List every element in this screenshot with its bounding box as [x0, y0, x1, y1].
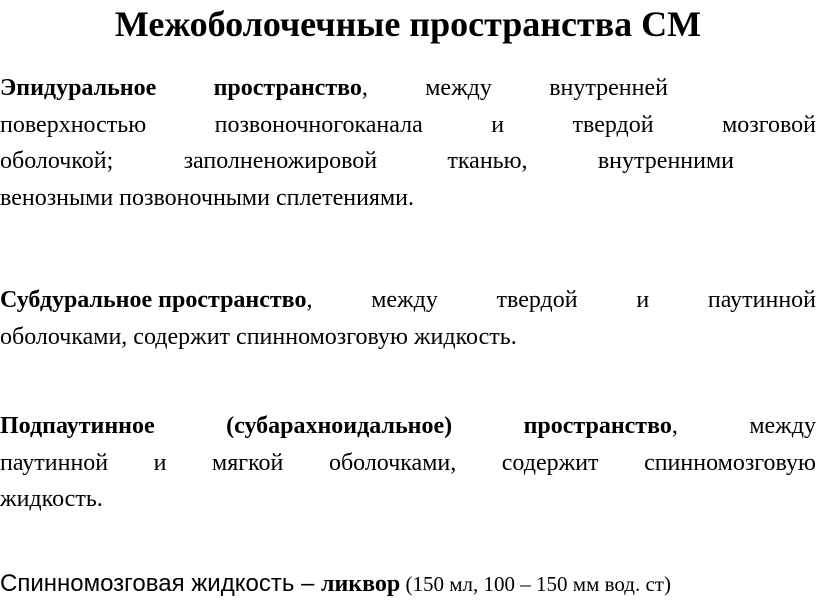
liquor-prefix: Спинномозговая жидкость –: [0, 570, 321, 597]
word-inner: внутренней: [549, 75, 668, 101]
liquor-line: [0, 566, 816, 602]
word-csf: спинномозговую: [644, 449, 816, 476]
subarachnoid-term-1: Подпаутинное: [0, 413, 155, 439]
subarachnoid-line-1: [0, 408, 816, 445]
word-and: и: [153, 449, 167, 476]
epidural-line-3: [0, 143, 734, 180]
word-soft: мягкой: [212, 449, 284, 476]
word-membranes: оболочками,: [328, 449, 457, 476]
word-and: и: [491, 111, 505, 138]
epidural-term-space: пространство,: [213, 75, 368, 101]
word-surface: поверхностью: [0, 111, 147, 138]
epidural-line-1: [0, 70, 668, 107]
subarachnoid-line-3: жидкость.: [0, 486, 103, 512]
subdural-term: Субдуральное пространство,: [0, 287, 313, 313]
word-hard: твердой: [572, 111, 654, 138]
word-hard: твердой: [496, 287, 578, 313]
liquor-detail: (150 мл, 100 – 150 мм вод. ст): [400, 572, 671, 596]
page-title: Межоболочечные пространства СМ: [114, 4, 702, 44]
subarachnoid-line-2: [0, 445, 816, 482]
word-brain: мозговой: [722, 111, 816, 138]
word-between: между: [425, 75, 492, 101]
liquor-term: ликвор: [321, 571, 401, 597]
subarachnoid-paragraph: [0, 408, 816, 518]
word-arachnoid: паутинной: [707, 287, 816, 313]
word-tissue: тканью,: [447, 148, 528, 174]
subdural-line-2: оболочками, содержит спинномозговую жидкость.: [0, 323, 517, 350]
word-canal: позвоночногоканала: [214, 111, 423, 138]
word-and: и: [636, 287, 650, 313]
word-filled: заполненожировой: [183, 148, 378, 174]
epidural-line-4: венозными позвоночными сплетениями.: [0, 184, 414, 211]
word-contains: содержит: [501, 449, 599, 476]
epidural-line-2: [0, 107, 816, 144]
word-membrane: оболочкой;: [0, 148, 114, 174]
subarachnoid-term-2: (субарахноидальное): [226, 413, 453, 439]
word-arachnoid: паутинной: [0, 449, 109, 476]
word-internal: внутренними: [597, 148, 734, 174]
word-between: между: [749, 413, 816, 439]
word-between: между: [371, 287, 438, 313]
subarachnoid-term-3: пространство,: [523, 413, 678, 439]
subdural-line-1: [0, 282, 816, 319]
subdural-paragraph: [0, 282, 816, 355]
epidural-paragraph: [0, 70, 816, 216]
epidural-term-word: Эпидуральное: [0, 75, 157, 101]
